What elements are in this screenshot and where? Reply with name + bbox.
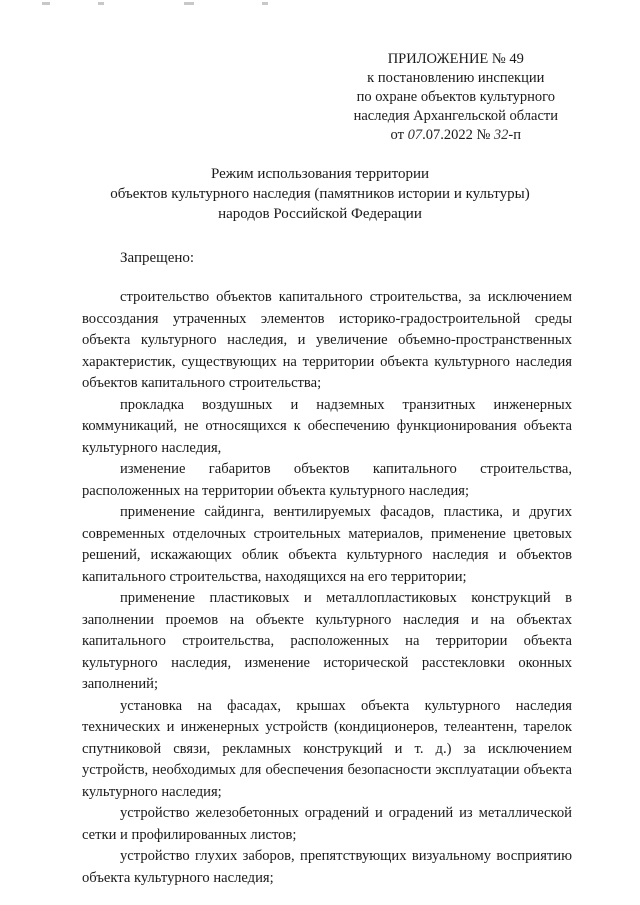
list-item: устройство глухих заборов, препятствующих визуальному восприятию объекта культурного наследия; — [82, 848, 572, 886]
list-item: строительство объектов капитального строительства, за исключением воссоздания утраченных элементов историко-градостроительной среды объекта культурного наследия, и увеличение объемно-пространственных характеристик, существующих на территории объекта культурного наследия объектов капитального строительства; — [82, 289, 572, 391]
scan-marks — [0, 0, 640, 10]
list-item: применение сайдинга, вентилируемых фасадов, пластика, и других современных отделочных строительных материалов, применение цветовых решений, искажающих облик объекта культурного наследия и объектов капитального строительства, находящихся на его территории; — [82, 504, 572, 585]
header-line: наследия Архангельской области — [353, 108, 558, 124]
number-suffix: -п — [508, 127, 522, 143]
list-item: применение пластиковых и металлопластиковых конструкций в заполнении проемов на объекте культурного наследия и на объектах капитального строительства, расположенных на территории объекта культурного наследия, изменение исторической расстекловки оконных заполнений; — [82, 590, 572, 692]
prohibitions-list — [82, 287, 572, 889]
appendix-header — [354, 50, 558, 145]
list-item: изменение габаритов объектов капитального строительства, расположенных на территории объекта культурного наследия; — [82, 461, 572, 499]
title-line: объектов культурного наследия (памятников истории и культуры) — [110, 186, 530, 202]
handwritten-day: 07 — [407, 127, 423, 143]
list-item: установка на фасадах, крышах объекта культурного наследия технических и инженерных устройств (кондиционеров, телеантенн, тарелок спутниковой связи, рекламных конструкций и т. д.) за исключением устройств, необходимых для обеспечения безопасности эксплуатации объекта культурного наследия; — [82, 697, 572, 800]
list-item: прокладка воздушных и надземных транзитных инженерных коммуникаций, не относящихся к обеспечению функционирования объекта культурного наследия, — [82, 396, 572, 456]
appendix-title: ПРИЛОЖЕНИЕ № 49 — [387, 51, 524, 67]
title-line: Режим использования территории — [210, 166, 429, 182]
header-line: по охране объектов культурного — [356, 89, 556, 105]
date-rest: .07.2022 № — [422, 127, 494, 143]
prohibited-heading: Запрещено: — [120, 250, 195, 266]
header-line: к постановлению инспекции — [367, 70, 545, 86]
document-title — [60, 164, 580, 224]
date-prefix: от — [390, 127, 408, 143]
header-date-line — [354, 126, 558, 145]
list-item: устройство железобетонных оградений и оградений из металлической сетки и профилированных листов; — [82, 805, 572, 843]
title-line: народов Российской Федерации — [218, 206, 422, 222]
handwritten-number: 32 — [493, 127, 509, 143]
